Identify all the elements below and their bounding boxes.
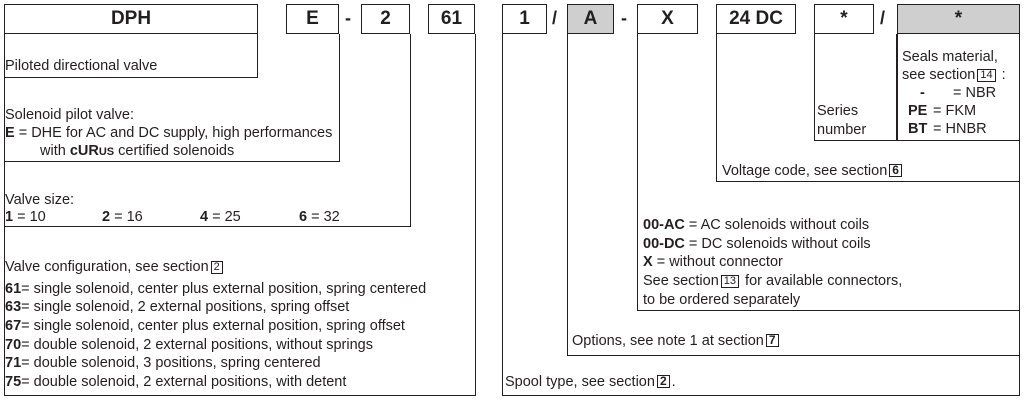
section-ref: 14 [977,69,995,82]
voltage-label: Voltage code, see section 6 [722,162,904,180]
solenoid-code: E [5,125,15,141]
solenoid-cert-line: with cURUS certified solenoids [40,143,235,159]
config-item: 67= single solenoid, center plus external position, spring offset [5,318,405,334]
code-box-seals: * [897,4,1020,34]
size-item: 1 = 10 [5,209,46,225]
code-box-x: X [637,4,698,34]
solenoid-desc: = DHE for AC and DC supply, high performances [14,125,333,141]
cur-logo-c: c [69,143,78,159]
size-title: Valve size: [5,192,75,208]
section-ref: 6 [889,164,902,177]
series-line2: number [817,122,867,138]
code-box-size: 2 [361,4,410,34]
section-ref: 7 [766,334,779,347]
config-item: 70= double solenoid, 2 external positions, without springs [5,337,373,353]
code-box-spool: 1 [502,4,547,34]
separator-slash: / [552,8,558,28]
config-item: 75= double solenoid, 2 external positions, with detent [5,374,347,390]
section-ref: 2 [211,261,223,274]
code-box-options: A [567,4,614,34]
code-box-e: E [286,4,339,34]
connector-dc: 00-DC = DC solenoids without coils [643,236,871,252]
seal-item: - = NBR [920,85,997,101]
seal-item: PE = FKM [908,103,977,119]
connector-order: to be ordered separately [643,292,801,308]
seal-item: BT = HNBR [908,121,987,137]
separator-dash: - [345,8,351,28]
seals-see: see section 14 : [902,67,1006,83]
solenoid-title: Solenoid pilot valve: [5,107,134,123]
cur-logo-us: US [98,146,115,158]
options-label: Options, see note 1 at section 7 [572,332,781,350]
config-item: 61= single solenoid, center plus external position, spring centered [5,281,427,297]
code-box-config: 61 [428,4,475,34]
solenoid-line [5,124,332,142]
separator-slash: / [880,8,886,28]
code-box-series: * [814,4,874,34]
config-title: Valve configuration, see section 2 [5,258,225,276]
seals-title: Seals material, [902,49,998,65]
cur-logo-ur: UR [77,143,99,159]
config-item: 63= single solenoid, 2 external positions, spring offset [5,299,350,315]
series-line1: Series [817,103,859,119]
code-box-voltage: 24 DC [716,4,796,34]
piloted-valve-label: Piloted directional valve [5,58,158,74]
separator-dash: - [621,8,627,28]
size-item: 6 = 32 [299,209,340,225]
connector-see: See section 13 for available connectors, [643,273,903,289]
section-ref: 13 [721,275,739,288]
size-item: 2 = 16 [102,209,143,225]
connector-x: X = without connector [643,254,783,270]
section-ref: 2 [657,375,670,388]
code-box-dph: DPH [4,4,258,34]
spool-label: Spool type, see section 2 . [505,374,676,390]
connector-ac: 00-AC = AC solenoids without coils [643,217,870,233]
size-item: 4 = 25 [200,209,241,225]
config-item: 71= double solenoid, 3 positions, spring centered [5,355,321,371]
